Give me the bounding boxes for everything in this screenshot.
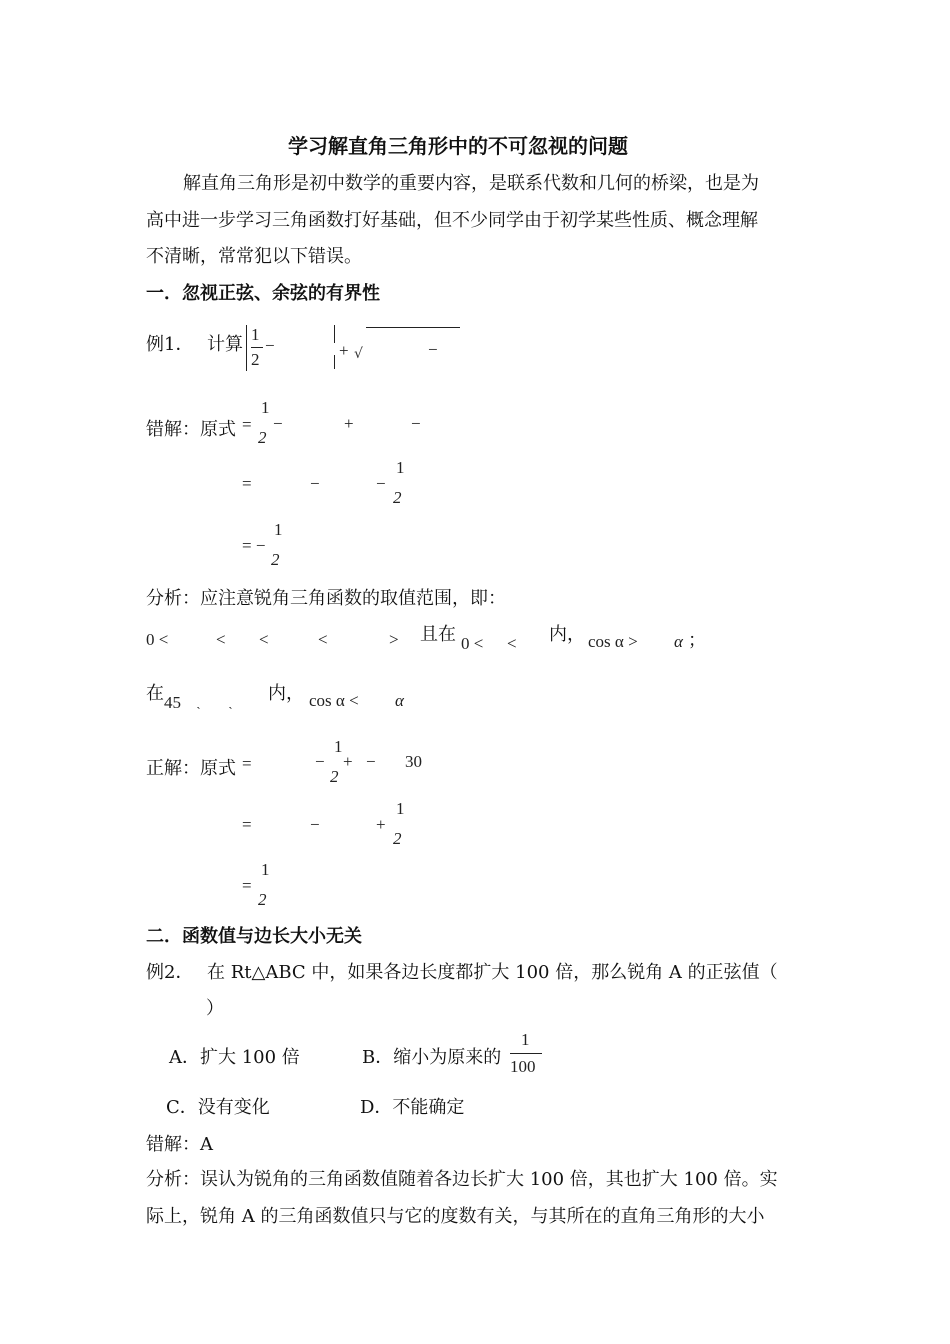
correct-thirty: 30 bbox=[405, 752, 422, 771]
wrong-line2-minus: − bbox=[310, 474, 320, 493]
option-b-num: 1 bbox=[521, 1030, 530, 1049]
range-alpha: α bbox=[674, 632, 683, 651]
abs-bar-left bbox=[246, 325, 247, 371]
correct-line2-num: 1 bbox=[396, 799, 405, 818]
example-1-frac-bar bbox=[251, 347, 263, 348]
range2-start: 45 bbox=[164, 693, 181, 712]
range-d: < bbox=[318, 630, 328, 649]
analysis-2-line-2: 际上，锐角 A 的三角函数值只与它的度数有关，与其所在的直角三角形的大小 bbox=[146, 1206, 765, 1227]
wrong-solution-2: 错解：A bbox=[146, 1134, 213, 1155]
correct-solution-label: 正解：原式 bbox=[146, 758, 236, 779]
sqrt-overline bbox=[366, 327, 460, 328]
option-c: C．没有变化 bbox=[166, 1097, 270, 1118]
wrong-line2-eq: = bbox=[242, 474, 252, 493]
correct-frac-num: 1 bbox=[334, 737, 343, 756]
example-1-text: 计算 bbox=[207, 334, 243, 355]
wrong-eq: = bbox=[242, 415, 252, 434]
range-semicolon: ； bbox=[688, 630, 706, 651]
correct-minus: − bbox=[315, 752, 325, 771]
range-b: < bbox=[216, 630, 226, 649]
option-b-frac-bar bbox=[510, 1053, 542, 1054]
wrong-line3-eq: = − bbox=[242, 536, 266, 555]
example-1-label: 例1． bbox=[146, 334, 194, 355]
option-b-den: 100 bbox=[510, 1057, 536, 1076]
example-1-minus-2: − bbox=[428, 340, 438, 359]
wrong-line3-den: 2 bbox=[271, 550, 280, 569]
analysis-2-line-1: 分析：误认为锐角的三角函数值随着各边长扩大 100 倍，其也扩大 100 倍。实 bbox=[146, 1169, 778, 1190]
wrong-frac-num: 1 bbox=[261, 398, 270, 417]
intro-line-3: 不清晰，常常犯以下错误。 bbox=[146, 246, 362, 267]
correct-line2-plus: + bbox=[376, 815, 386, 834]
correct-line2-eq: = bbox=[242, 815, 252, 834]
range2-cos-lt: cos α < bbox=[309, 691, 359, 710]
wrong-frac-den: 2 bbox=[258, 428, 267, 447]
range-cos-gt: cos α > bbox=[588, 632, 638, 651]
page-title: 学习解直角三角形中的不可忽视的问题 bbox=[288, 134, 628, 158]
correct-line3-num: 1 bbox=[261, 860, 270, 879]
sqrt-sign: √ bbox=[354, 346, 363, 362]
wrong-minus-2: − bbox=[411, 414, 421, 433]
example-1-frac-num: 1 bbox=[251, 325, 260, 344]
range2-dash-2: ˎ bbox=[228, 694, 233, 710]
example-2-label: 例2． bbox=[146, 962, 194, 983]
wrong-line3-num: 1 bbox=[274, 520, 283, 539]
section-2-heading: 二．函数值与边长大小无关 bbox=[146, 926, 362, 947]
wrong-minus: − bbox=[273, 414, 283, 433]
example-2-close: ） bbox=[206, 998, 224, 1019]
example-2-text: 在 Rt△ABC 中，如果各边长度都扩大 100 倍，那么锐角 A 的正弦值（ bbox=[207, 962, 778, 983]
intro-line-1: 解直角三角形是初中数学的重要内容，是联系代数和几何的桥梁，也是为 bbox=[183, 173, 759, 194]
correct-plus: + bbox=[343, 752, 353, 771]
range-c: < bbox=[259, 630, 269, 649]
option-a: A．扩大 100 倍 bbox=[169, 1047, 300, 1068]
option-b: B．缩小为原来的 bbox=[362, 1047, 502, 1068]
example-1-frac-den: 2 bbox=[251, 350, 260, 369]
range-e: > bbox=[389, 630, 399, 649]
correct-line3-eq: = bbox=[242, 876, 252, 895]
range-g: < bbox=[507, 634, 517, 653]
wrong-line2-num: 1 bbox=[396, 458, 405, 477]
range-a: 0 < bbox=[146, 630, 169, 649]
correct-line2-minus: − bbox=[310, 815, 320, 834]
range-f: 0 < bbox=[461, 634, 484, 653]
wrong-line2-minus-2: − bbox=[376, 474, 386, 493]
range-within: 内， bbox=[549, 624, 585, 645]
range-and-in: 且在 bbox=[420, 624, 456, 645]
abs-bar-right-bottom bbox=[334, 355, 335, 369]
section-1-heading: 一．忽视正弦、余弦的有界性 bbox=[146, 283, 380, 304]
analysis-1: 分析：应注意锐角三角函数的取值范围，即： bbox=[146, 588, 506, 609]
example-1-minus: − bbox=[265, 336, 275, 355]
intro-line-2: 高中进一步学习三角函数打好基础，但不少同学由于初学某些性质、概念理解 bbox=[146, 210, 758, 231]
wrong-plus: + bbox=[344, 414, 354, 433]
range2-within: 内， bbox=[268, 683, 304, 704]
wrong-solution-label: 错解：原式 bbox=[146, 419, 236, 440]
abs-bar-right-top bbox=[334, 325, 335, 343]
correct-frac-den: 2 bbox=[330, 767, 339, 786]
correct-eq: = bbox=[242, 754, 252, 773]
correct-line3-den: 2 bbox=[258, 890, 267, 909]
range2-alpha: α bbox=[395, 691, 404, 710]
example-1-plus: + bbox=[339, 341, 349, 360]
option-d: D．不能确定 bbox=[360, 1097, 465, 1118]
range2-dash-1: ˎ bbox=[196, 694, 201, 710]
wrong-line2-den: 2 bbox=[393, 488, 402, 507]
correct-minus-2: − bbox=[366, 752, 376, 771]
range2-in: 在 bbox=[146, 683, 164, 704]
correct-line2-den: 2 bbox=[393, 829, 402, 848]
